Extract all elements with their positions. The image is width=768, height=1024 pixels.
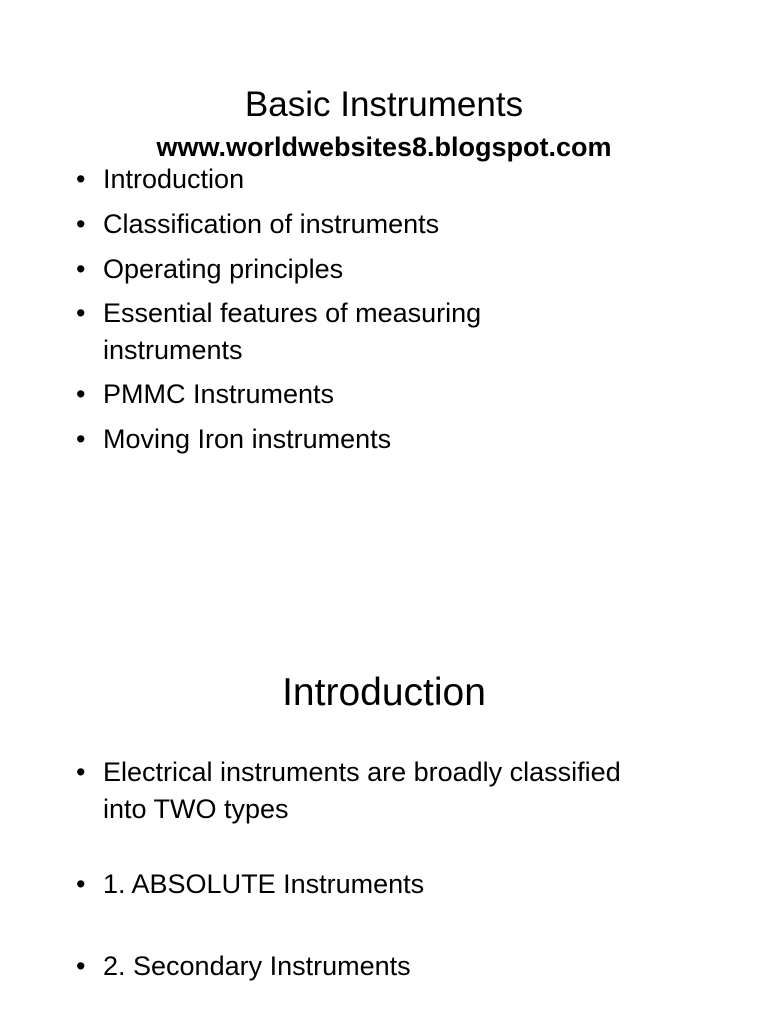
- list-item: [76, 251, 623, 288]
- bullet-icon: •: [76, 164, 86, 194]
- bullet-icon: •: [76, 379, 86, 409]
- list-item: [76, 161, 623, 198]
- list-item: [76, 948, 623, 985]
- list-item: [76, 421, 623, 458]
- slide-subtitle-url: www.worldwebsites8.blogspot.com: [156, 132, 612, 162]
- bullet-icon: •: [76, 757, 86, 787]
- bullet-text: Moving Iron instruments: [103, 424, 392, 454]
- bullet-text: 2. Secondary Instruments: [103, 951, 411, 981]
- bullet-text: 1. ABSOLUTE Instruments: [103, 869, 425, 899]
- list-item: [76, 754, 623, 828]
- bullet-text: Operating principles: [103, 254, 344, 284]
- bullet-icon: •: [76, 869, 86, 899]
- list-item: [76, 866, 623, 903]
- bullet-text: Classification of instruments: [103, 209, 440, 239]
- bullet-text: PMMC Instruments: [103, 379, 335, 409]
- bullet-icon: •: [76, 298, 86, 328]
- bullet-icon: •: [76, 424, 86, 454]
- bullet-icon: •: [76, 254, 86, 284]
- slide-title: Introduction: [282, 671, 486, 714]
- slide-introduction: [0, 512, 768, 1024]
- list-item: [76, 206, 623, 243]
- bullet-text: Introduction: [103, 164, 245, 194]
- list-item: [76, 295, 623, 369]
- bullet-text: Electrical instruments are broadly classified into TWO types: [103, 757, 621, 824]
- bullet-icon: •: [76, 209, 86, 239]
- bullet-text: Essential features of measuring instruments: [103, 298, 482, 365]
- list-item: [76, 376, 623, 413]
- slide-title: Basic Instruments: [244, 85, 524, 124]
- bullet-icon: •: [76, 951, 86, 981]
